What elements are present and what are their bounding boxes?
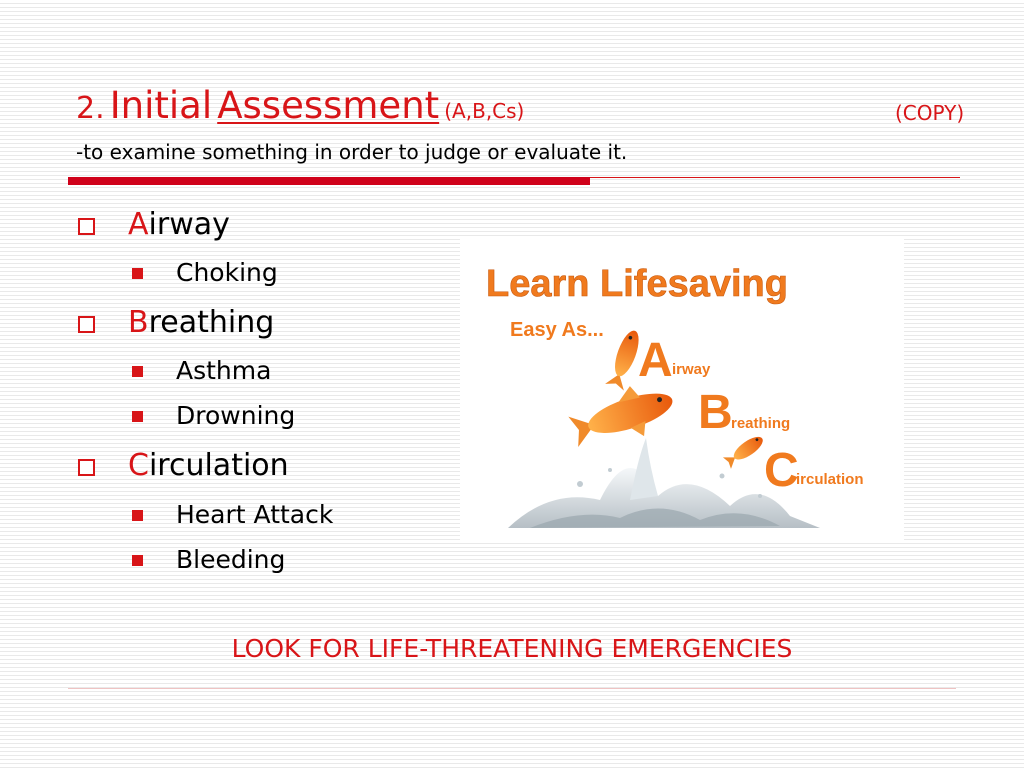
image-letter-b: B (698, 386, 733, 439)
solid-square-bullet-icon (132, 366, 143, 377)
hollow-square-bullet-icon (78, 316, 95, 333)
bullet-rest: irway (148, 207, 230, 242)
title-assessment: Assessment (217, 84, 440, 127)
copy-label: (COPY) (895, 101, 965, 125)
bullet-breathing (128, 305, 274, 340)
hollow-square-bullet-icon (78, 459, 95, 476)
sub-item-choking: Choking (176, 258, 278, 287)
image-word-airway: irway (672, 361, 711, 378)
image-letter-c: C (764, 444, 799, 497)
bullet-circulation (128, 448, 289, 483)
sub-item-bleeding: Bleeding (176, 545, 286, 574)
title-divider-thin (590, 177, 960, 178)
hollow-square-bullet-icon (78, 218, 95, 235)
solid-square-bullet-icon (132, 510, 143, 521)
title-divider-thick (68, 177, 590, 185)
illustration-svg (460, 238, 904, 543)
title-abc: (A,B,Cs) (444, 99, 525, 123)
image-tagline: Easy As... (510, 319, 604, 341)
title-initial: Initial (109, 84, 213, 127)
title-number: 2. (76, 91, 105, 126)
bullet-airway (128, 207, 230, 242)
bullet-letter: A (128, 207, 149, 242)
sub-item-asthma: Asthma (176, 356, 272, 385)
footer-callout: LOOK FOR LIFE-THREATENING EMERGENCIES (231, 634, 793, 663)
image-letter-a: A (638, 334, 673, 387)
image-headline: Learn Lifesaving (486, 263, 788, 305)
bottom-divider (68, 688, 956, 689)
definition-text: -to examine something in order to judge or evaluate it. (76, 140, 628, 164)
sub-item-drowning: Drowning (176, 401, 296, 430)
bullet-rest: irculation (148, 448, 289, 483)
solid-square-bullet-icon (132, 555, 143, 566)
image-word-circulation: irculation (796, 471, 864, 488)
solid-square-bullet-icon (132, 268, 143, 279)
bullet-letter: C (128, 448, 149, 483)
sub-item-heart-attack: Heart Attack (176, 500, 334, 529)
slide-title (76, 84, 524, 127)
bullet-letter: B (128, 305, 149, 340)
bullet-rest: reathing (148, 305, 275, 340)
image-word-breathing: reathing (731, 415, 791, 432)
solid-square-bullet-icon (132, 411, 143, 422)
lifesaving-illustration (460, 238, 904, 543)
